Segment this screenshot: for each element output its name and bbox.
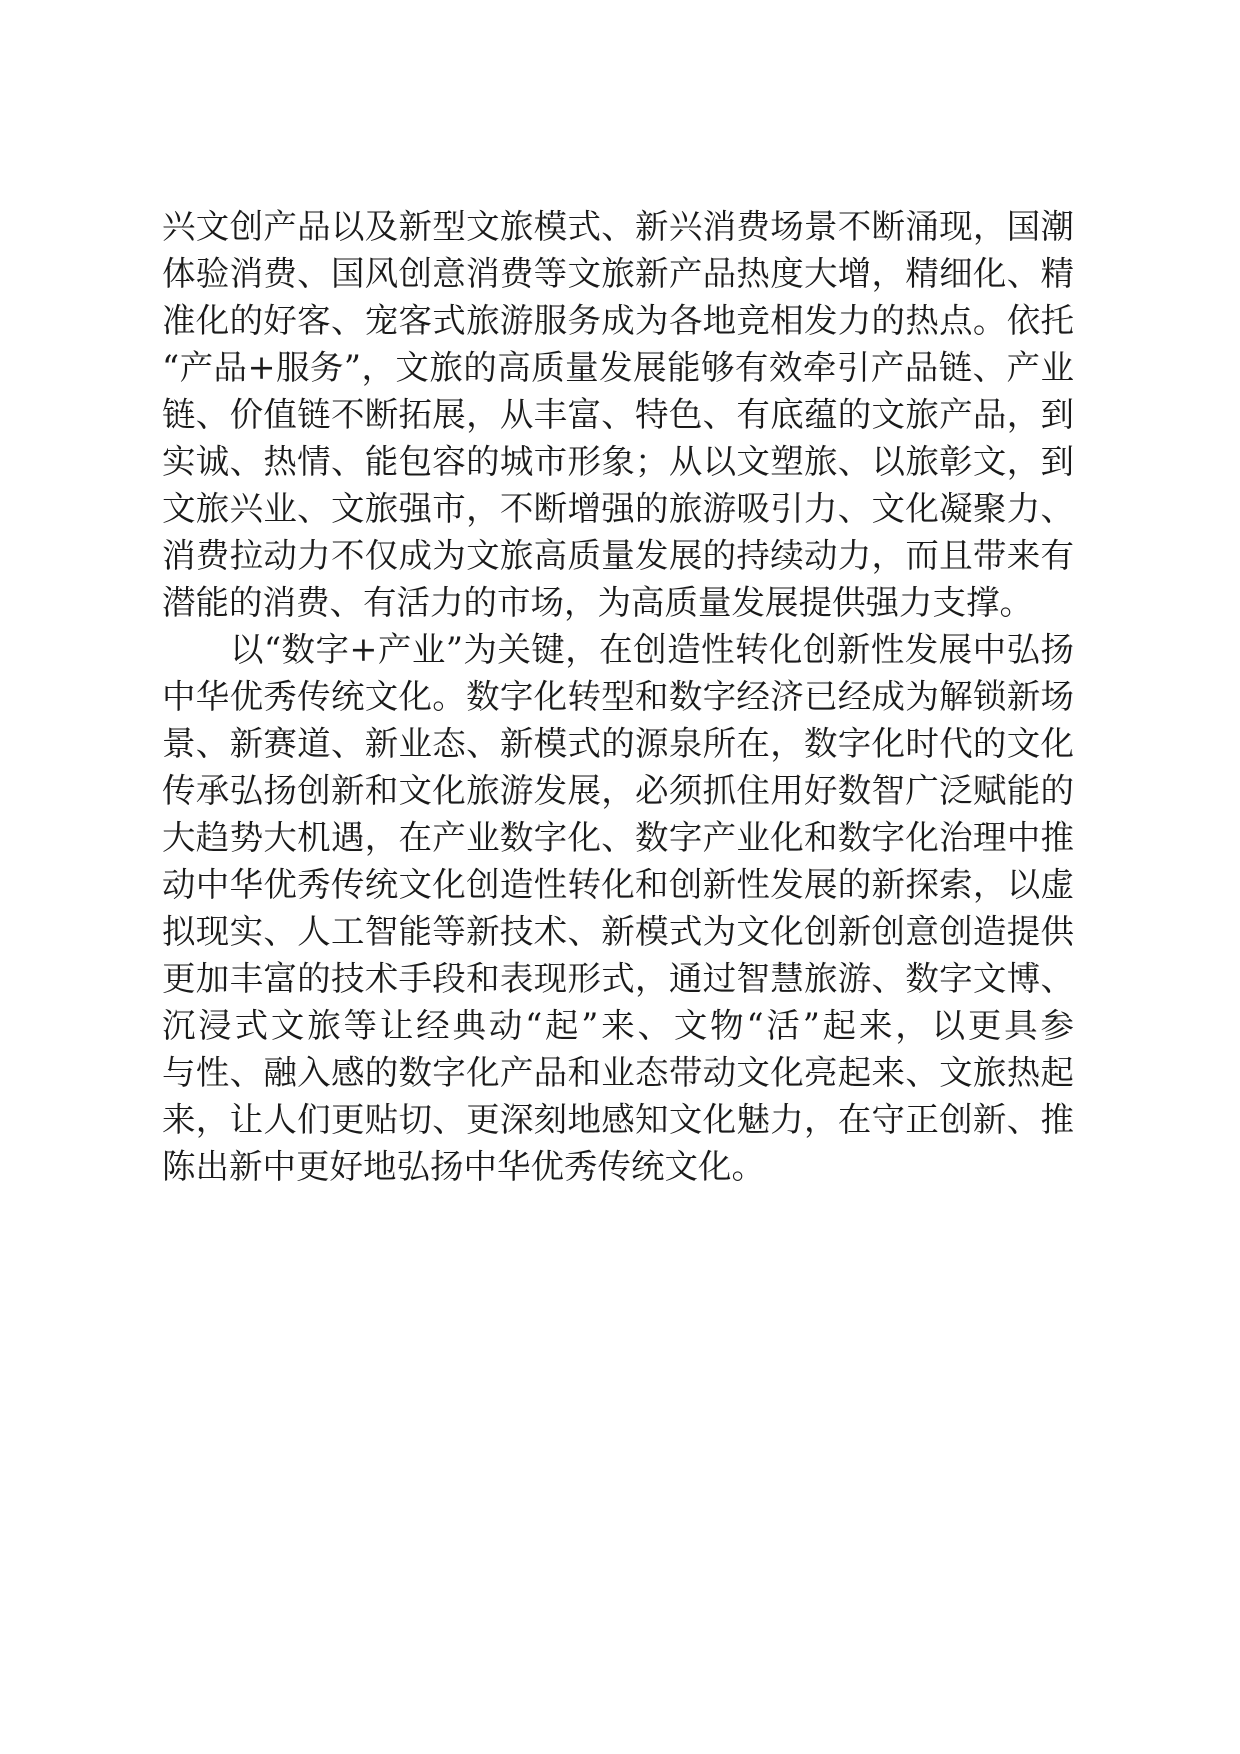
- text-line: 实诚、热情、能包容的城市形象；从以文塑旅、以旅彰文，到: [162, 442, 1074, 481]
- text-line: 景、新赛道、新业态、新模式的源泉所在，数字化时代的文化: [162, 724, 1074, 763]
- text-line: 沉浸式文旅等让经典动“起”来、文物“活”起来，以更具参: [162, 1006, 1074, 1045]
- paragraph-1: [162, 203, 1074, 626]
- text-line: 中华优秀传统文化。数字化转型和数字经济已经成为解锁新场: [162, 677, 1074, 716]
- text-line: 来，让人们更贴切、更深刻地感知文化魅力，在守正创新、推: [162, 1100, 1074, 1139]
- text-line: 更加丰富的技术手段和表现形式，通过智慧旅游、数字文博、: [162, 959, 1074, 998]
- text-line: “产品+服务”，文旅的高质量发展能够有效牵引产品链、产业: [162, 348, 1074, 387]
- paragraph-2: [162, 626, 1074, 1190]
- text-line: 兴文创产品以及新型文旅模式、新兴消费场景不断涌现，国潮: [162, 207, 1074, 246]
- text-line: 传承弘扬创新和文化旅游发展，必须抓住用好数智广泛赋能的: [162, 771, 1074, 810]
- text-line: 与性、融入感的数字化产品和业态带动文化亮起来、文旅热起: [162, 1053, 1074, 1092]
- text-line: 链、价值链不断拓展，从丰富、特色、有底蕴的文旅产品，到: [162, 395, 1074, 434]
- text-line: 拟现实、人工智能等新技术、新模式为文化创新创意创造提供: [162, 912, 1074, 951]
- text-line: 动中华优秀传统文化创造性转化和创新性发展的新探索，以虚: [162, 865, 1074, 904]
- text-line: 陈出新中更好地弘扬中华优秀传统文化。: [162, 1147, 765, 1186]
- text-line: 大趋势大机遇，在产业数字化、数字产业化和数字化治理中推: [162, 818, 1074, 857]
- text-line: 准化的好客、宠客式旅游服务成为各地竞相发力的热点。依托: [162, 301, 1074, 340]
- text-line: 文旅兴业、文旅强市，不断增强的旅游吸引力、文化凝聚力、: [162, 489, 1074, 528]
- text-line: 以“数字+产业”为关键，在创造性转化创新性发展中弘扬: [230, 630, 1074, 669]
- text-line: 消费拉动力不仅成为文旅高质量发展的持续动力，而且带来有: [162, 536, 1074, 575]
- body-text: [162, 203, 1074, 1190]
- text-line: 体验消费、国风创意消费等文旅新产品热度大增，精细化、精: [162, 254, 1074, 293]
- text-line: 潜能的消费、有活力的市场，为高质量发展提供强力支撑。: [162, 583, 1033, 622]
